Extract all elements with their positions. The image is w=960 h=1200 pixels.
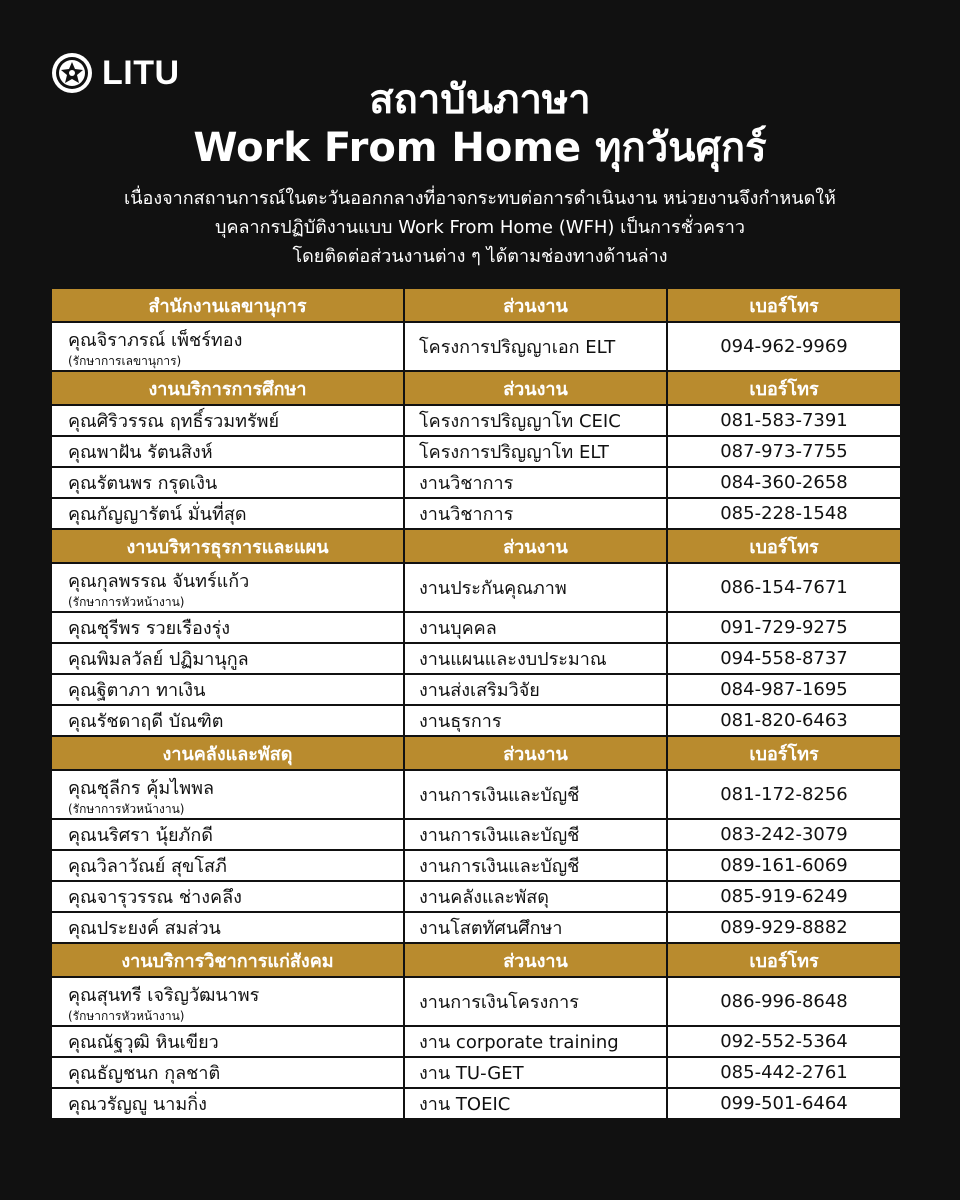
contact-name: คุณรัตนพร กรุดเงิน bbox=[51, 467, 404, 498]
contact-dept: งานการเงินและบัญชี bbox=[404, 850, 667, 881]
section-title: สำนักงานเลขานุการ bbox=[51, 288, 404, 322]
contact-name: คุณประยงค์ สมส่วน bbox=[51, 912, 404, 943]
intro-paragraph bbox=[40, 184, 920, 271]
contact-phone[interactable]: 081-820-6463 bbox=[667, 705, 901, 736]
contact-dept: งาน corporate training bbox=[404, 1026, 667, 1057]
column-header-phone: เบอร์โทร bbox=[667, 288, 901, 322]
contact-phone[interactable]: 094-962-9969 bbox=[667, 322, 901, 371]
column-header-dept: ส่วนงาน bbox=[404, 288, 667, 322]
contact-phone[interactable]: 099-501-6464 bbox=[667, 1088, 901, 1119]
table-row bbox=[51, 1088, 901, 1119]
column-header-dept: ส่วนงาน bbox=[404, 371, 667, 405]
contact-name: คุณวรัญญู นามกิ่ง bbox=[51, 1088, 404, 1119]
intro-line: โดยติดต่อส่วนงานต่าง ๆ ได้ตามช่องทางด้านล่าง bbox=[292, 246, 668, 267]
contact-dept: งานแผนและงบประมาณ bbox=[404, 643, 667, 674]
contact-dept: โครงการปริญญาโท ELT bbox=[404, 436, 667, 467]
contact-role: (รักษาการเลขานุการ) bbox=[68, 354, 182, 368]
contact-table bbox=[50, 287, 902, 1120]
table-row bbox=[51, 498, 901, 529]
contact-name: คุณวิลาวัณย์ สุขโสภี bbox=[51, 850, 404, 881]
contact-phone[interactable]: 084-360-2658 bbox=[667, 467, 901, 498]
contact-dept: งานโสตทัศนศึกษา bbox=[404, 912, 667, 943]
table-row bbox=[51, 977, 901, 1026]
table-row bbox=[51, 1057, 901, 1088]
contact-name: คุณชุรีพร รวยเรืองรุ่ง bbox=[51, 612, 404, 643]
column-header-phone: เบอร์โทร bbox=[667, 371, 901, 405]
table-row bbox=[51, 912, 901, 943]
intro-line: บุคลากรปฏิบัติงานแบบ Work From Home (WFH) เป็นการชั่วคราว bbox=[215, 217, 745, 238]
section-header bbox=[51, 943, 901, 977]
column-header-dept: ส่วนงาน bbox=[404, 736, 667, 770]
contact-role: (รักษาการหัวหน้างาน) bbox=[68, 1009, 185, 1023]
table-row bbox=[51, 881, 901, 912]
column-header-dept: ส่วนงาน bbox=[404, 529, 667, 563]
column-header-phone: เบอร์โทร bbox=[667, 529, 901, 563]
contact-dept: งานวิชาการ bbox=[404, 498, 667, 529]
contact-name-cell bbox=[51, 770, 404, 819]
table-row bbox=[51, 643, 901, 674]
contact-dept: งานส่งเสริมวิจัย bbox=[404, 674, 667, 705]
contact-phone[interactable]: 086-996-8648 bbox=[667, 977, 901, 1026]
section-header bbox=[51, 736, 901, 770]
table-row bbox=[51, 563, 901, 612]
contact-dept: งานการเงินโครงการ bbox=[404, 977, 667, 1026]
contact-phone[interactable]: 084-987-1695 bbox=[667, 674, 901, 705]
column-header-dept: ส่วนงาน bbox=[404, 943, 667, 977]
contact-phone[interactable]: 092-552-5364 bbox=[667, 1026, 901, 1057]
contact-name: คุณธัญชนก กุลชาติ bbox=[51, 1057, 404, 1088]
column-header-phone: เบอร์โทร bbox=[667, 943, 901, 977]
table-row bbox=[51, 819, 901, 850]
column-header-phone: เบอร์โทร bbox=[667, 736, 901, 770]
table-row bbox=[51, 467, 901, 498]
contact-phone[interactable]: 089-929-8882 bbox=[667, 912, 901, 943]
page-title: สถาบันภาษา bbox=[369, 77, 591, 123]
contact-name: คุณพิมลวัลย์ ปฏิมานุกูล bbox=[51, 643, 404, 674]
contact-dept: งานประกันคุณภาพ bbox=[404, 563, 667, 612]
contact-dept: โครงการปริญญาโท CEIC bbox=[404, 405, 667, 436]
contact-dept: งาน TU-GET bbox=[404, 1057, 667, 1088]
page-subtitle: Work From Home ทุกวันศุกร์ bbox=[193, 125, 767, 171]
logo-text: LITU bbox=[102, 53, 180, 92]
contact-dept: โครงการปริญญาเอก ELT bbox=[404, 322, 667, 371]
contact-name: คุณณัฐวุฒิ หินเขียว bbox=[51, 1026, 404, 1057]
section-title: งานบริการวิชาการแก่สังคม bbox=[51, 943, 404, 977]
contact-phone[interactable]: 091-729-9275 bbox=[667, 612, 901, 643]
table-row bbox=[51, 770, 901, 819]
contact-dept: งานคลังและพัสดุ bbox=[404, 881, 667, 912]
table-row bbox=[51, 1026, 901, 1057]
contact-phone[interactable]: 085-228-1548 bbox=[667, 498, 901, 529]
contact-phone[interactable]: 081-172-8256 bbox=[667, 770, 901, 819]
contact-name-cell bbox=[51, 563, 404, 612]
table-row bbox=[51, 612, 901, 643]
contact-phone[interactable]: 086-154-7671 bbox=[667, 563, 901, 612]
table-row bbox=[51, 322, 901, 371]
contact-name-cell bbox=[51, 322, 404, 371]
section-header bbox=[51, 288, 901, 322]
table-row bbox=[51, 850, 901, 881]
table-row bbox=[51, 405, 901, 436]
section-title: งานบริหารธุรการและแผน bbox=[51, 529, 404, 563]
contact-dept: งานวิชาการ bbox=[404, 467, 667, 498]
contact-phone[interactable]: 089-161-6069 bbox=[667, 850, 901, 881]
contact-phone[interactable]: 087-973-7755 bbox=[667, 436, 901, 467]
contact-name: คุณรัชดาฤดี บัณฑิต bbox=[51, 705, 404, 736]
section-header bbox=[51, 371, 901, 405]
contact-name: คุณกัญญารัตน์ มั่นที่สุด bbox=[51, 498, 404, 529]
section-title: งานคลังและพัสดุ bbox=[51, 736, 404, 770]
contact-dept: งานการเงินและบัญชี bbox=[404, 819, 667, 850]
contact-phone[interactable]: 085-919-6249 bbox=[667, 881, 901, 912]
contact-name: คุณฐิตาภา ทาเงิน bbox=[51, 674, 404, 705]
table-row bbox=[51, 436, 901, 467]
table-row bbox=[51, 674, 901, 705]
contact-name: คุณจิราภรณ์ เพ็ชร์ทอง bbox=[68, 330, 243, 351]
contact-phone[interactable]: 083-242-3079 bbox=[667, 819, 901, 850]
contact-name: คุณกุลพรรณ จันทร์แก้ว bbox=[68, 571, 250, 592]
contact-name: คุณพาฝัน รัตนสิงห์ bbox=[51, 436, 404, 467]
section-header bbox=[51, 529, 901, 563]
intro-line: เนื่องจากสถานการณ์ในตะวันออกกลางที่อาจกระทบต่อการดำเนินงาน หน่วยงานจึงกำหนดให้ bbox=[124, 188, 836, 209]
contact-dept: งานธุรการ bbox=[404, 705, 667, 736]
contact-dept: งาน TOEIC bbox=[404, 1088, 667, 1119]
section-title: งานบริการการศึกษา bbox=[51, 371, 404, 405]
contact-phone[interactable]: 081-583-7391 bbox=[667, 405, 901, 436]
contact-phone[interactable]: 094-558-8737 bbox=[667, 643, 901, 674]
contact-name: คุณนริศรา นุ้ยภักดี bbox=[51, 819, 404, 850]
contact-name-cell bbox=[51, 977, 404, 1026]
contact-dept: งานการเงินและบัญชี bbox=[404, 770, 667, 819]
contact-role: (รักษาการหัวหน้างาน) bbox=[68, 595, 185, 609]
contact-name: คุณสุนทรี เจริญวัฒนาพร bbox=[68, 985, 260, 1006]
table-row bbox=[51, 705, 901, 736]
contact-name: คุณชุลีกร คุ้มไพพล bbox=[68, 778, 214, 799]
contact-name: คุณศิริวรรณ ฤทธิ์รวมทรัพย์ bbox=[51, 405, 404, 436]
contact-name: คุณจารุวรรณ ช่างคลึง bbox=[51, 881, 404, 912]
contact-phone[interactable]: 085-442-2761 bbox=[667, 1057, 901, 1088]
contact-role: (รักษาการหัวหน้างาน) bbox=[68, 802, 185, 816]
contact-dept: งานบุคคล bbox=[404, 612, 667, 643]
